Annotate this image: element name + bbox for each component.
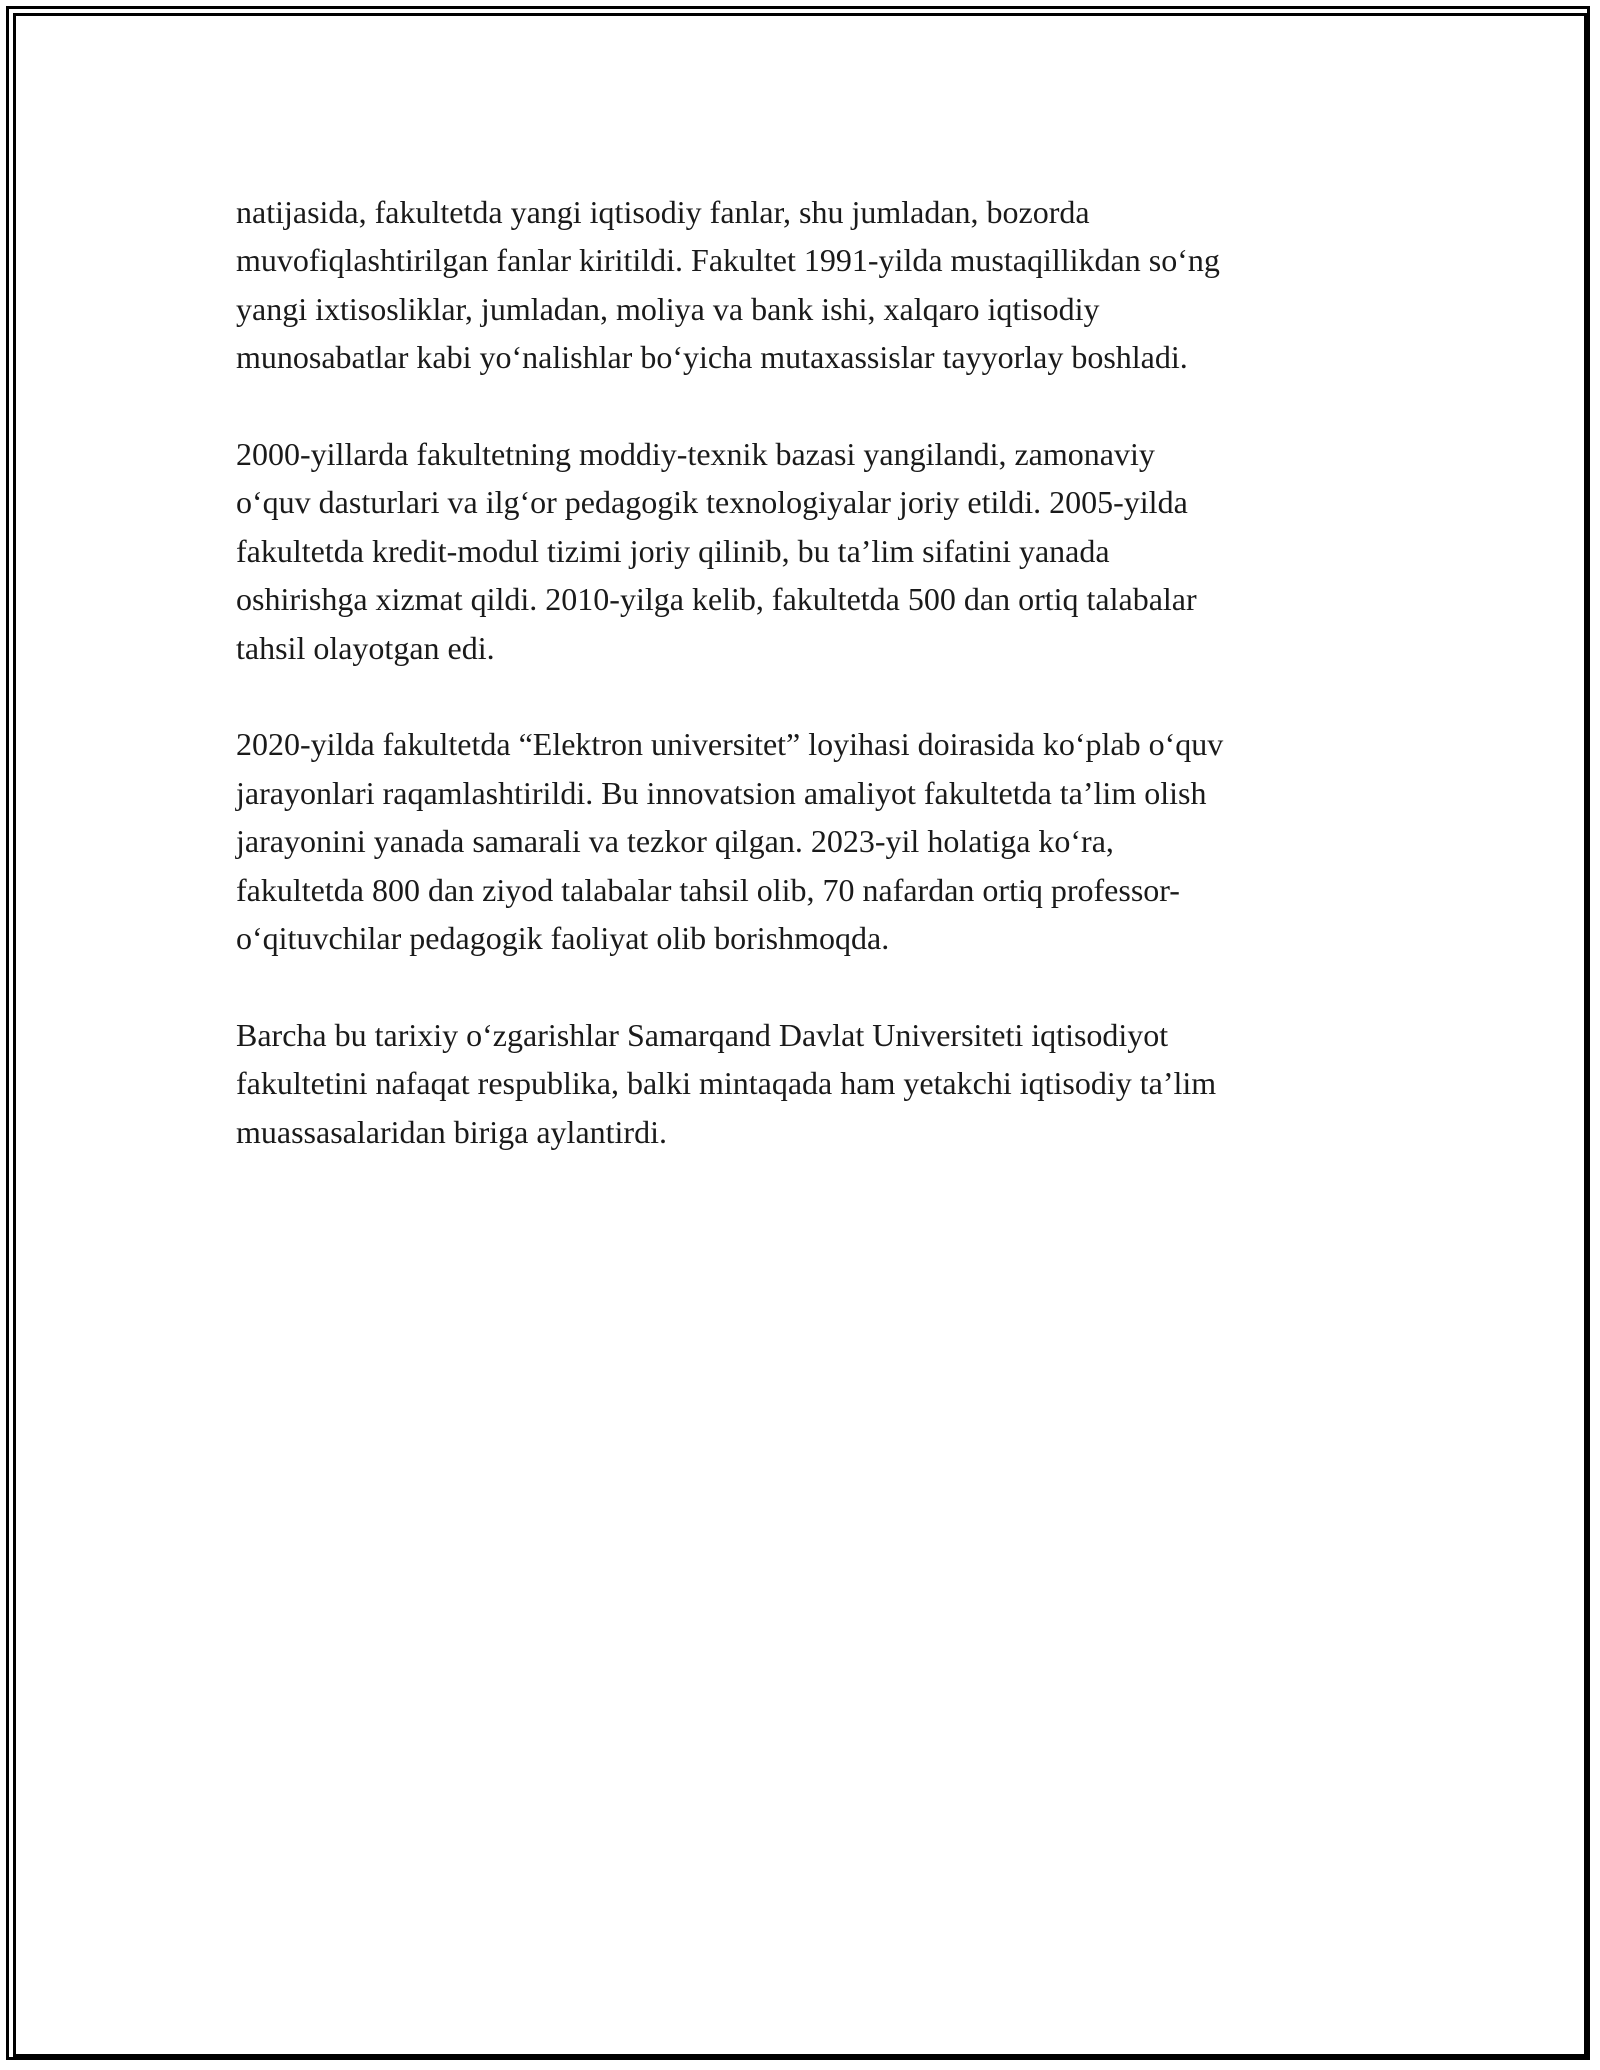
text-line: fakultetda kredit-modul tizimi joriy qilinib, bu ta’lim sifatini yanada bbox=[236, 532, 1110, 569]
text-line: o‘quv dasturlari va ilg‘or pedagogik texnologiyalar joriy etildi. 2005-yilda bbox=[236, 484, 1188, 521]
text-line: 2000-yillarda fakultetning moddiy-texnik bazasi yangilandi, zamonaviy bbox=[236, 436, 1155, 473]
text-line: munosabatlar kabi yo‘nalishlar bo‘yicha mutaxassislar tayyorlay boshladi. bbox=[236, 339, 1188, 376]
text-line: muassasalaridan biriga aylantirdi. bbox=[236, 1113, 667, 1150]
text-line: fakultetda 800 dan ziyod talabalar tahsil olib, 70 nafardan ortiq professor- bbox=[236, 871, 1180, 908]
paragraph bbox=[236, 720, 1386, 962]
paragraph bbox=[236, 188, 1386, 382]
text-line: tahsil olayotgan edi. bbox=[236, 629, 495, 666]
text-line: 2020-yilda fakultetda “Elektron universitet” loyihasi doirasida ko‘plab o‘quv bbox=[236, 726, 1224, 763]
paragraph bbox=[236, 430, 1386, 672]
text-line: Barcha bu tarixiy o‘zgarishlar Samarqand Davlat Universiteti iqtisodiyot bbox=[236, 1016, 1169, 1053]
text-line: jarayonini yanada samarali va tezkor qilgan. 2023-yil holatiga ko‘ra, bbox=[236, 823, 1114, 860]
text-line: fakultetini nafaqat respublika, balki mintaqada ham yetakchi iqtisodiy ta’lim bbox=[236, 1065, 1217, 1102]
paragraph bbox=[236, 1011, 1386, 1156]
document-body bbox=[236, 188, 1386, 1204]
text-line: muvofiqlashtirilgan fanlar kiritildi. Fakultet 1991-yilda mustaqillikdan so‘ng bbox=[236, 242, 1220, 279]
text-line: jarayonlari raqamlashtirildi. Bu innovatsion amaliyot fakultetda ta’lim olish bbox=[236, 774, 1207, 811]
text-line: oshirishga xizmat qildi. 2010-yilga kelib, fakultetda 500 dan ortiq talabalar bbox=[236, 581, 1197, 618]
text-line: o‘qituvchilar pedagogik faoliyat olib borishmoqda. bbox=[236, 920, 890, 957]
text-line: yangi ixtisosliklar, jumladan, moliya va bank ishi, xalqaro iqtisodiy bbox=[236, 290, 1100, 327]
text-line: natijasida, fakultetda yangi iqtisodiy fanlar, shu jumladan, bozorda bbox=[236, 194, 1090, 230]
